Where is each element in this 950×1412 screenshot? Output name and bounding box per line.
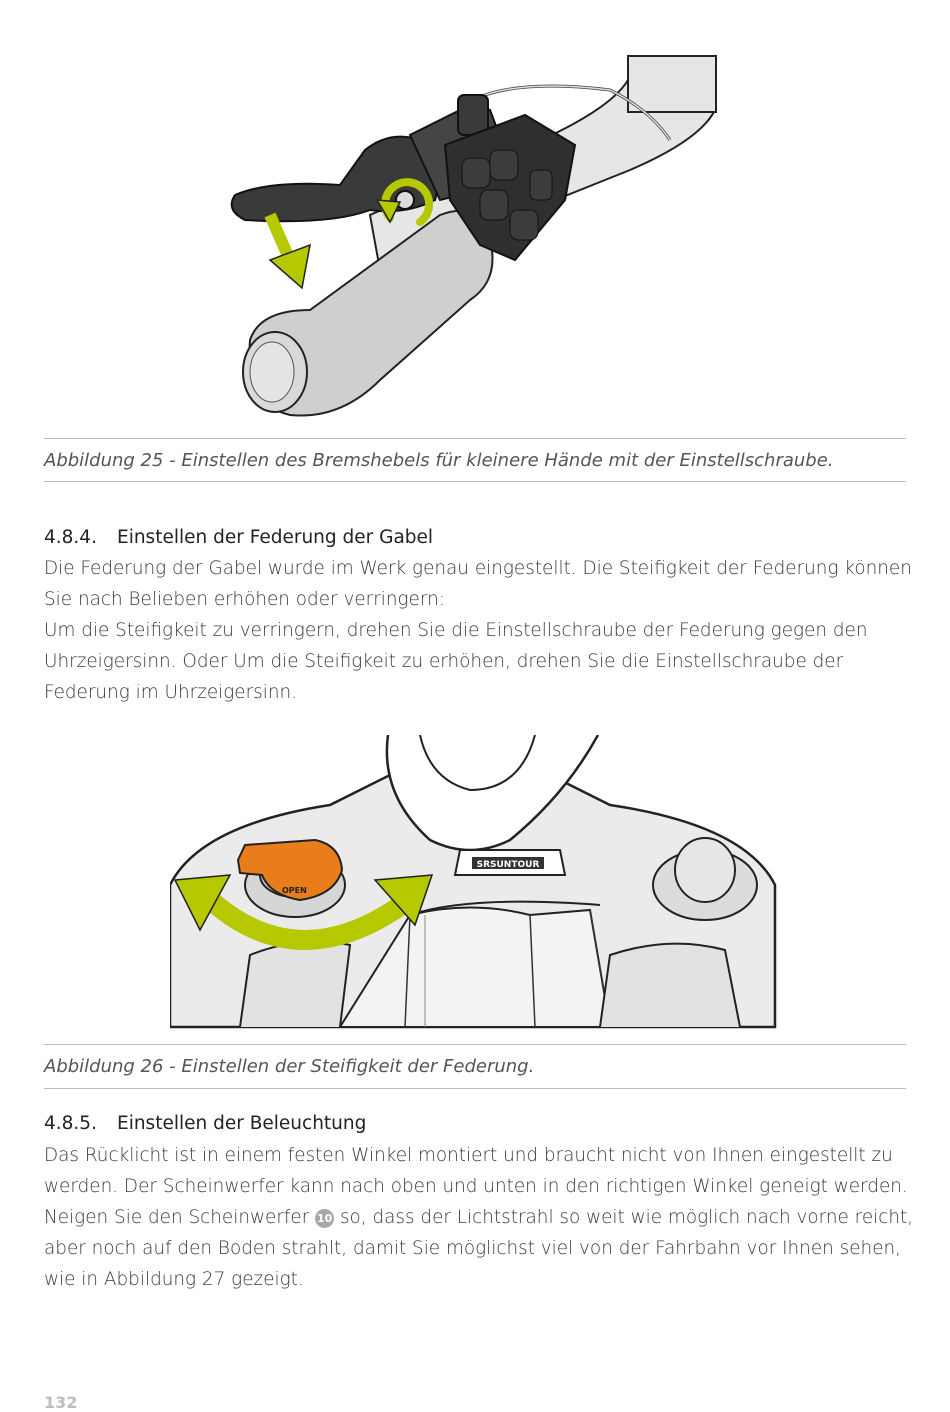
section-4-8-4-body xyxy=(44,553,914,708)
section-number: 4.8.4. xyxy=(44,527,97,548)
section-title: Einstellen der Beleuchtung xyxy=(117,1113,367,1134)
section-heading-4-8-4 xyxy=(44,527,433,548)
figure-25-caption-text: Abbildung 25 - Einstellen des Bremshebels für kleinere Hände mit der Einstellschraube. xyxy=(44,449,834,471)
brand-label: SRSUNTOUR xyxy=(476,860,540,870)
page-number: 132 xyxy=(44,1393,78,1412)
section-heading-4-8-5 xyxy=(44,1113,366,1134)
section-4-8-5-body xyxy=(44,1140,914,1295)
section-title: Einstellen der Federung der Gabel xyxy=(117,527,434,548)
figure-25-caption xyxy=(44,438,906,482)
callout-number-badge: 10 xyxy=(315,1209,334,1228)
paragraph: Um die Steifigkeit zu verringern, drehen Sie die Einstellschraube der Federung gegen den Uhrzeigersinn. Oder Um die Steifigkeit zu erhöhen, drehen Sie die Einstellschraube der Federung im Uhrzeigersinn. xyxy=(44,620,868,703)
brake-lever-illustration xyxy=(230,50,730,430)
paragraph-text: Das Rücklicht ist in einem festen Winkel montiert und braucht nicht von Ihnen eingestellt zu werden. Der Scheinwerfer kann nach oben und unten in den richtigen Winkel geneigt werden. Neigen Sie den Scheinwerfer xyxy=(44,1145,908,1228)
paragraph-text: so, dass der Lichtstrahl so weit wie möglich nach vorne reicht, aber noch auf den Boden strahlt, damit Sie möglichst viel von der Fahrbahn vor Ihnen sehen, wie in Abbildung 27 gezeigt. xyxy=(44,1207,914,1290)
paragraph: Die Federung der Gabel wurde im Werk genau eingestellt. Die Steifigkeit der Federung können Sie nach Belieben erhöhen oder verringern: xyxy=(44,558,912,610)
section-number: 4.8.5. xyxy=(44,1113,97,1134)
paragraph xyxy=(44,1140,914,1295)
figure-26-caption xyxy=(44,1044,906,1089)
knob-label: OPEN xyxy=(282,886,307,895)
fork-suspension-illustration xyxy=(170,735,780,1030)
figure-26-caption-text: Abbildung 26 - Einstellen der Steifigkeit der Federung. xyxy=(44,1056,535,1077)
